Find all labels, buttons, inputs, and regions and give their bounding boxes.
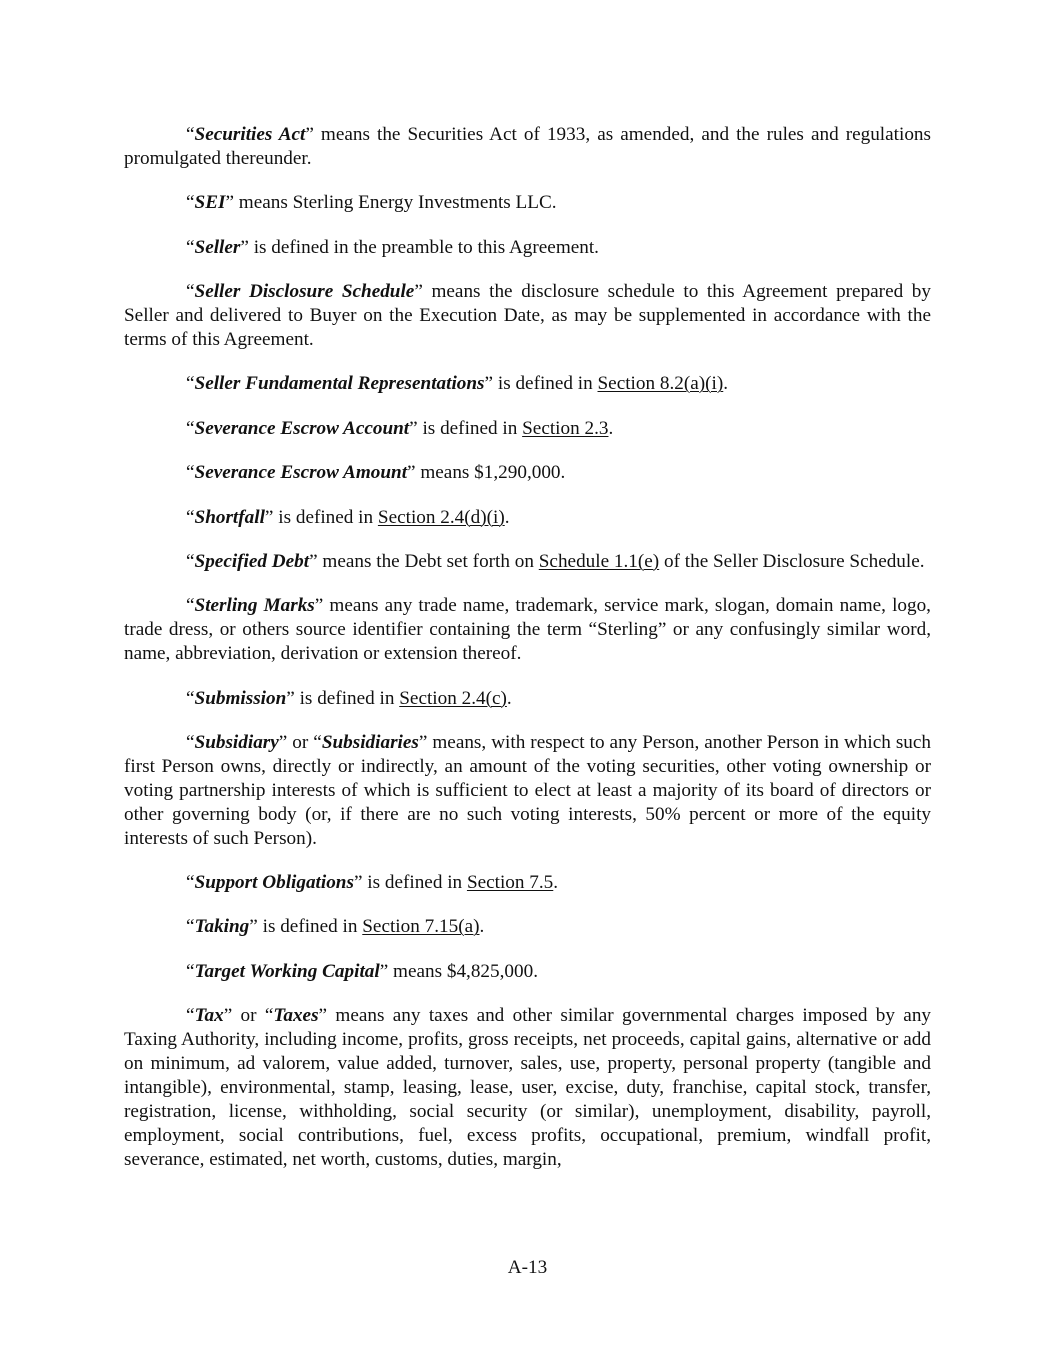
defined-term: Submission xyxy=(194,687,287,709)
defined-term: Sterling Marks xyxy=(194,595,315,617)
defined-term: Specified Debt xyxy=(194,550,310,572)
definition-shortfall: “Shortfall” is defined in Section 2.4(d)(i). xyxy=(186,506,510,528)
definition-text-end: . xyxy=(553,872,559,894)
definition-text: is defined in xyxy=(417,417,523,439)
definition-text-end: . xyxy=(608,417,614,439)
defined-term: Subsidiary xyxy=(194,732,279,753)
definition-text: means Sterling Energy Investments LLC. xyxy=(234,192,557,214)
definition-text: means $4,825,000. xyxy=(388,960,538,982)
definition-securities-act: “Securities Act” means the Securities Act of 1933, as amended, and the rules and regulations promulgated thereunder. xyxy=(124,124,931,169)
definition-support-obligations: “Support Obligations” is defined in Section 7.5. xyxy=(186,872,559,894)
defined-term: Severance Escrow Amount xyxy=(194,462,408,484)
defined-term: Severance Escrow Account xyxy=(194,417,410,439)
defined-term: Seller Disclosure Schedule xyxy=(194,281,415,303)
definition-seller: “Seller” is defined in the preamble to this Agreement. xyxy=(186,236,599,258)
definition-severance-escrow-account: “Severance Escrow Account” is defined in Section 2.3. xyxy=(186,417,614,439)
page-number: A-13 xyxy=(507,1257,548,1278)
term-connector: or “ xyxy=(287,732,322,753)
definition-text: means, with respect to any Person, another Person in which such first Person owns, directly or indirectly, an amount of the voting securities, other voting ownership or voting partnership interests of which is sufficient to elect at least a majority of its board of directors or other governing body (or, if there are no such voting interests, 50% percent or more of the equity interests of such Person). xyxy=(124,732,932,849)
definition-sei: “SEI” means Sterling Energy Investments LLC. xyxy=(186,192,557,214)
document-body xyxy=(124,123,931,1172)
definition-text: means the disclosure schedule to this Agreement prepared by Seller and delivered to Buyer on the Execution Date, as may be supplemented in accordance with the terms of this Agreement. xyxy=(124,281,931,350)
definition-text: is defined in xyxy=(362,872,467,894)
term-connector: or “ xyxy=(232,1005,274,1027)
definition-text: means any trade name, trademark, service mark, slogan, domain name, logo, trade dress, or others source identifier containing the term “Sterling” or any confusingly similar word, name, abbreviation, derivation or extension thereof. xyxy=(124,595,931,665)
defined-term: Seller xyxy=(194,236,241,258)
definition-text-end: . xyxy=(504,506,510,528)
defined-term-alternate: Taxes xyxy=(273,1005,319,1027)
definition-text: is defined in xyxy=(294,687,400,709)
definition-text: means the Debt set forth on xyxy=(317,550,539,572)
definition-seller-disclosure-schedule: “Seller Disclosure Schedule” means the disclosure schedule to this Agreement prepared by Seller and delivered to Buyer on the Execution Date, as may be supplemented in accordance with the terms of this Agreement. xyxy=(124,281,931,350)
definition-seller-fundamental-representations: “Seller Fundamental Representations” is defined in Section 8.2(a)(i). xyxy=(186,373,729,395)
definition-tax: “Tax” or “Taxes” means any taxes and other similar governmental charges imposed by any Taxing Authority, including income, profits, gross receipts, net proceeds, capital gains, alternative or add on minimum, ad valorem, value added, turnover, sales, use, property, personal property (tangible and intangible), environmental, stamp, leasing, lease, user, excise, duty, franchise, capital stock, transfer, registration, license, withholding, social security (or similar), unemployment, disability, payroll, employment, social contributions, fuel, excess profits, occupational, premium, windfall profit, severance, estimated, net worth, customs, duties, margin, xyxy=(124,1005,932,1170)
definition-taking: “Taking” is defined in Section 7.15(a). xyxy=(186,916,485,938)
section-reference: Section 2.3 xyxy=(522,417,609,439)
definition-text: means any taxes and other similar governmental charges imposed by any Taxing Authority, including income, profits, gross receipts, net proceeds, capital gains, alternative or add on minimum, ad valorem, value added, turnover, sales, use, property, personal property (tangible and intangible), environmental, stamp, leasing, lease, user, excise, duty, franchise, capital stock, transfer, registration, license, withholding, social security (or similar), unemployment, disability, payroll, employment, social contributions, fuel, excess profits, occupational, premium, windfall profit, severance, estimated, net worth, customs, duties, margin, xyxy=(124,1005,932,1170)
definition-text: is defined in xyxy=(257,916,363,938)
section-reference: Section 8.2(a)(i) xyxy=(597,373,724,395)
defined-term: Support Obligations xyxy=(194,872,354,894)
definition-text-end: . xyxy=(479,916,485,938)
definition-subsidiary: “Subsidiary” or “Subsidiaries” means, with respect to any Person, another Person in which such first Person owns, directly or indirectly, an amount of the voting securities, other voting ownership or voting partnership interests of which is sufficient to elect at least a majority of its board of directors or other governing body (or, if there are no such voting interests, 50% percent or more of the equity interests of such Person). xyxy=(124,732,932,849)
defined-term: Shortfall xyxy=(194,506,265,528)
definition-text-end: . xyxy=(723,373,729,395)
definition-submission: “Submission” is defined in Section 2.4(c). xyxy=(186,687,512,709)
definition-text: means $1,290,000. xyxy=(415,462,566,484)
definition-text: is defined in the preamble to this Agreement. xyxy=(248,236,599,258)
definition-text: means the Securities Act of 1933, as amended, and the rules and regulations promulgated thereunder. xyxy=(124,124,931,169)
defined-term: Tax xyxy=(194,1005,224,1027)
section-reference: Section 2.4(c) xyxy=(399,687,507,709)
definition-text: is defined in xyxy=(273,506,378,528)
defined-term: Target Working Capital xyxy=(194,960,380,982)
section-reference: Section 7.5 xyxy=(466,872,554,894)
definition-severance-escrow-amount: “Severance Escrow Amount” means $1,290,000. xyxy=(186,462,566,484)
definition-sterling-marks: “Sterling Marks” means any trade name, trademark, service mark, slogan, domain name, logo, trade dress, or others source identifier containing the term “Sterling” or any confusingly similar word, name, abbreviation, derivation or extension thereof. xyxy=(124,595,931,665)
definition-text-end: of the Seller Disclosure Schedule. xyxy=(659,550,925,572)
defined-term-alternate: Subsidiaries xyxy=(321,732,419,753)
section-reference: Section 7.15(a) xyxy=(362,916,480,938)
section-reference: Section 2.4(d)(i) xyxy=(377,506,505,528)
definition-text-end: . xyxy=(506,687,512,709)
definition-target-working-capital: “Target Working Capital” means $4,825,000. xyxy=(186,960,538,982)
defined-term: Seller Fundamental Representations xyxy=(194,373,485,395)
definition-text: is defined in xyxy=(493,373,598,395)
defined-term: Taking xyxy=(194,916,250,938)
defined-term: Securities Act xyxy=(194,124,306,145)
definition-specified-debt: “Specified Debt” means the Debt set forth on Schedule 1.1(e) of the Seller Disclosure Schedule. xyxy=(186,550,925,572)
schedule-reference: Schedule 1.1(e) xyxy=(538,550,660,572)
defined-term: SEI xyxy=(194,192,226,214)
